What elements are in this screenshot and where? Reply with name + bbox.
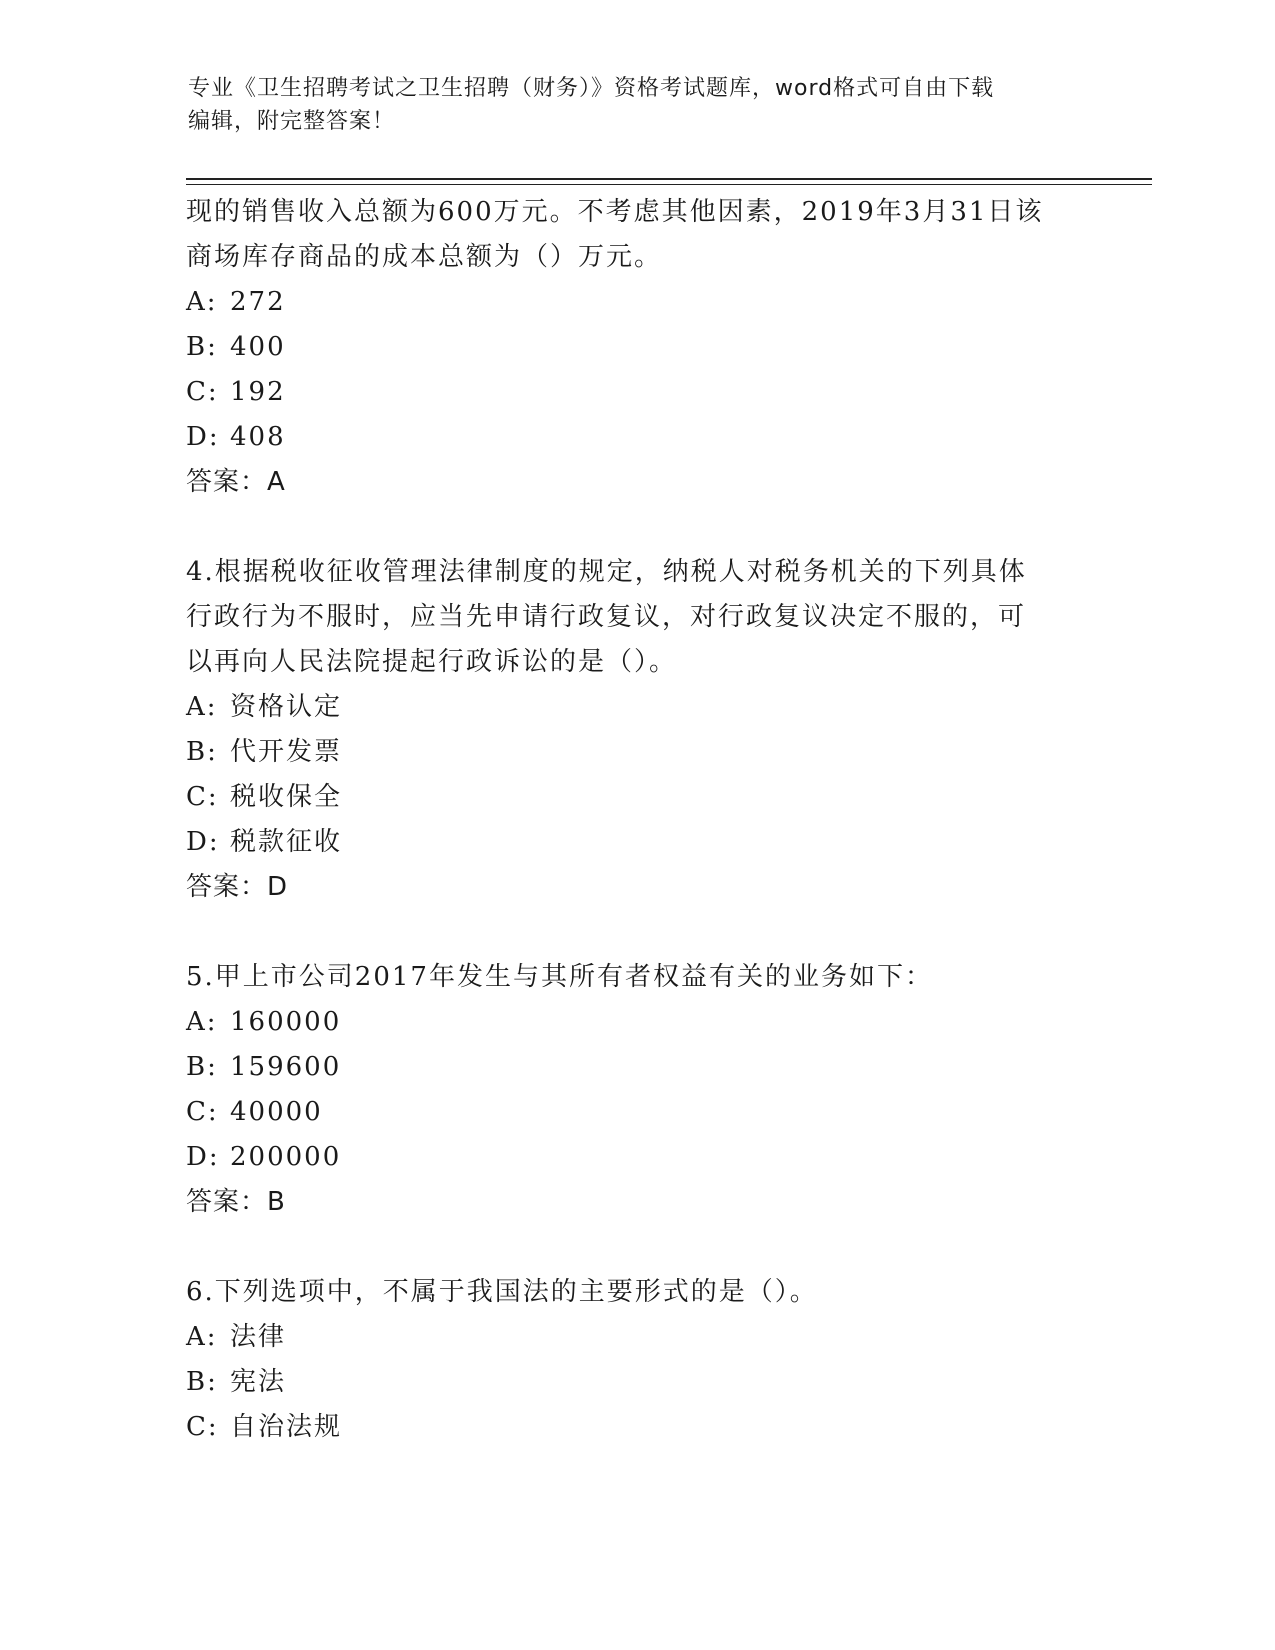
option-label: D: [186,1142,220,1172]
question-stem-line: 行政行为不服时，应当先申请行政复议，对行政复议决定不服的，可 [186,602,1027,632]
option-a [186,280,1106,325]
option-text: 192 [230,377,286,407]
question-3 [186,190,1106,505]
option-b [186,730,1106,775]
option-d [186,820,1106,865]
option-label: A: [186,692,218,722]
answer: 答案：D [186,872,289,902]
option-label: C: [186,782,219,812]
answer: 答案：A [186,467,286,497]
option-label: B: [186,737,218,767]
option-text: 159600 [230,1052,342,1082]
option-a [186,685,1106,730]
answer: 答案：B [186,1187,286,1217]
question-4 [186,550,1106,910]
option-b [186,1360,1106,1405]
option-text: 代开发票 [230,737,343,767]
header-divider-thin [186,184,1152,185]
option-text: 法律 [230,1322,287,1352]
question-stem-line: 现的销售收入总额为600万元。不考虑其他因素，2019年3月31日该 [186,197,1044,227]
question-stem-line: 6.下列选项中，不属于我国法的主要形式的是（）。 [186,1277,818,1307]
option-text: 税款征收 [230,827,343,857]
option-b [186,325,1106,370]
question-list [186,190,1106,1450]
question-stem-line: 4.根据税收征收管理法律制度的规定，纳税人对税务机关的下列具体 [186,557,1027,587]
option-c [186,775,1106,820]
option-d [186,1135,1106,1180]
option-text: 408 [230,422,286,452]
option-label: A: [186,287,218,317]
option-c [186,1090,1106,1135]
option-label: D: [186,422,220,452]
document-header [188,72,1088,138]
option-text: 自治法规 [230,1412,343,1442]
option-text: 160000 [230,1007,342,1037]
option-text: 宪法 [230,1367,287,1397]
option-label: A: [186,1322,218,1352]
header-line-2: 编辑，附完整答案！ [188,109,396,134]
option-label: A: [186,1007,218,1037]
question-6 [186,1270,1106,1450]
question-stem-line: 以再向人民法院提起行政诉讼的是（）。 [186,647,678,677]
option-text: 400 [230,332,286,362]
header-line-1: 专业《卫生招聘考试之卫生招聘（财务）》资格考试题库，word格式可自由下载 [188,76,995,101]
option-a [186,1000,1106,1045]
option-text: 40000 [230,1097,323,1127]
option-label: B: [186,332,218,362]
option-label: B: [186,1052,218,1082]
question-stem-line: 5.甲上市公司2017年发生与其所有者权益有关的业务如下： [186,962,933,992]
option-text: 资格认定 [230,692,343,722]
option-label: D: [186,827,220,857]
option-label: C: [186,1097,219,1127]
option-text: 200000 [230,1142,342,1172]
option-b [186,1045,1106,1090]
option-text: 税收保全 [230,782,343,812]
option-label: C: [186,377,219,407]
option-d [186,415,1106,460]
option-label: C: [186,1412,219,1442]
option-a [186,1315,1106,1360]
option-c [186,1405,1106,1450]
question-5 [186,955,1106,1225]
option-label: B: [186,1367,218,1397]
option-c [186,370,1106,415]
question-stem-line: 商场库存商品的成本总额为（）万元。 [186,242,663,272]
option-text: 272 [230,287,286,317]
header-divider-thick [186,178,1152,180]
